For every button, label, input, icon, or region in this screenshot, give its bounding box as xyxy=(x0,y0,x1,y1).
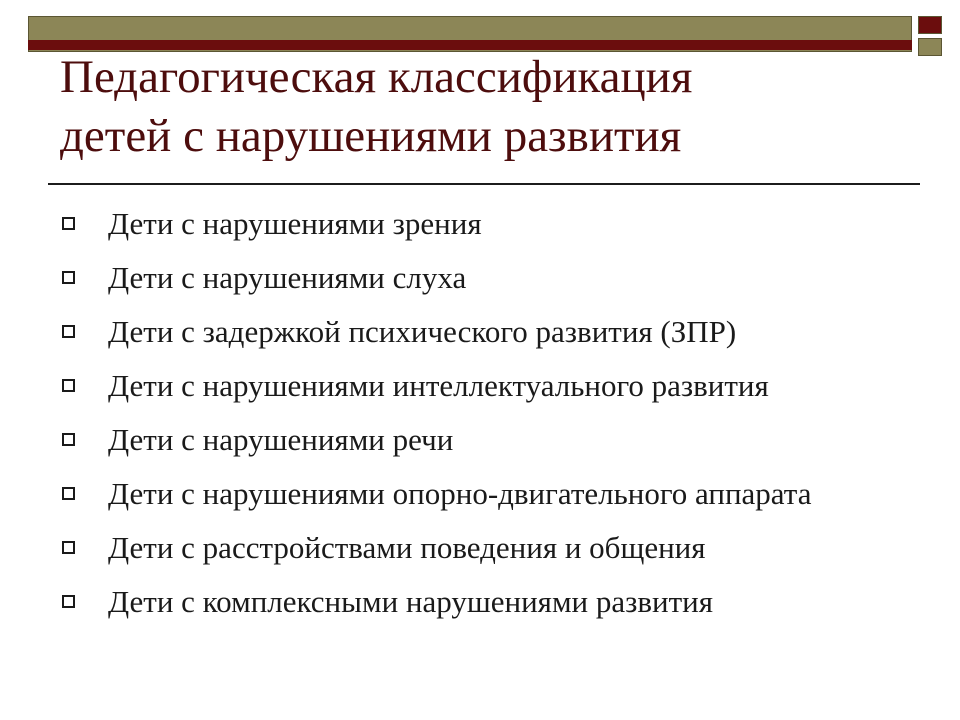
list-item xyxy=(62,203,922,245)
list-item-text: Дети с нарушениями зрения xyxy=(108,206,482,241)
list-item-text: Дети с нарушениями речи xyxy=(108,422,454,457)
corner-square-maroon xyxy=(918,16,942,34)
title-divider xyxy=(48,183,920,185)
list-item-text: Дети с нарушениями опорно-двигательного аппарата xyxy=(108,476,812,511)
list-item-text: Дети с расстройствами поведения и общения xyxy=(108,530,706,565)
list-item xyxy=(62,257,922,299)
hollow-square-icon xyxy=(62,487,75,500)
bullet-list xyxy=(62,203,922,635)
list-item xyxy=(62,365,922,407)
list-item xyxy=(62,581,922,623)
hollow-square-icon xyxy=(62,271,75,284)
slide-title: Педагогическая классификация детей с нарушениями развития xyxy=(60,51,693,162)
list-item xyxy=(62,419,922,461)
hollow-square-icon xyxy=(62,325,75,338)
list-item xyxy=(62,311,922,353)
list-item xyxy=(62,473,922,515)
corner-square-olive xyxy=(918,38,942,56)
list-item xyxy=(62,527,922,569)
hollow-square-icon xyxy=(62,379,75,392)
list-item-text: Дети с нарушениями интеллектуального развития xyxy=(108,368,769,403)
list-item-text: Дети с нарушениями слуха xyxy=(108,260,467,295)
hollow-square-icon xyxy=(62,541,75,554)
list-item-text: Дети с задержкой психического развития (ЗПР) xyxy=(108,314,737,349)
list-item-text: Дети с комплексными нарушениями развития xyxy=(108,584,714,619)
hollow-square-icon xyxy=(62,595,75,608)
hollow-square-icon xyxy=(62,433,75,446)
hollow-square-icon xyxy=(62,217,75,230)
